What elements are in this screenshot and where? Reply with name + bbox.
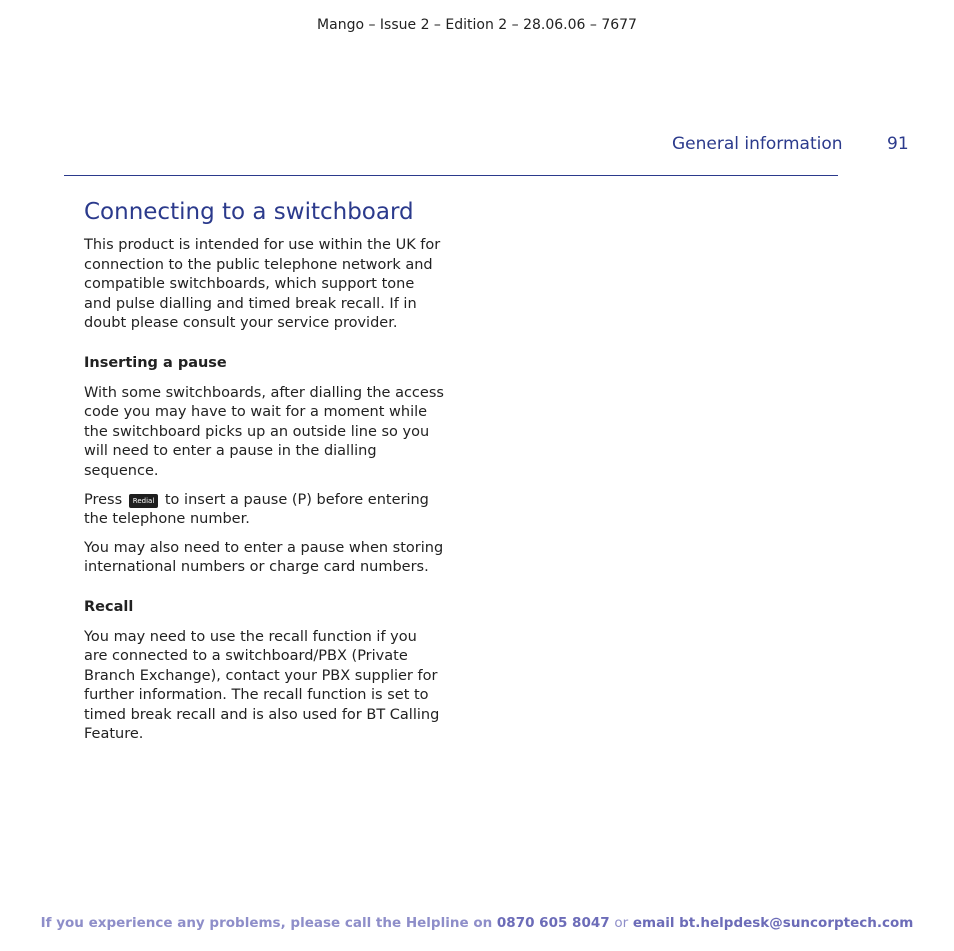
page-number: 91 (887, 134, 909, 154)
section-title: General information (672, 134, 843, 154)
intro-paragraph: This product is intended for use within the UK for connection to the public telephone network and compatible switchboards, which support tone and pulse dialling and timed break recall. If in doubt please consult your service provider. (84, 237, 441, 332)
recall-heading: Recall (84, 598, 134, 615)
footer-or: or (614, 915, 629, 931)
storing-pause-paragraph: You may also need to enter a pause when storing international numbers or charge card numbers. (84, 539, 444, 576)
pause-heading: Inserting a pause (84, 354, 227, 371)
helpline-footer (0, 915, 954, 931)
redial-key-icon: Redial (129, 494, 158, 508)
pause-paragraph: With some switchboards, after dialling the access code you may have to wait for a moment while the switchboard picks up an outside line so you will need to enter a pause in the dialling sequence. (84, 384, 444, 479)
main-content (84, 196, 444, 754)
press-redial-paragraph (84, 491, 444, 530)
press-text: Press (84, 491, 123, 508)
print-slug: Mango – Issue 2 – Edition 2 – 28.06.06 – 7677 (317, 17, 637, 33)
press-after-text: to insert a pause (P) before entering the telephone number. (84, 491, 429, 528)
helpline-phone: 0870 605 8047 (496, 915, 610, 931)
page-title: Connecting to a switchboard (84, 199, 414, 225)
recall-paragraph: You may need to use the recall function if you are connected to a switchboard/PBX (Private Branch Exchange), contact your PBX supplier for further information. The recall function is set to timed break recall and is also used for BT Calling Feature. (84, 628, 440, 743)
header-rule (64, 175, 838, 176)
helpdesk-email: email bt.helpdesk@suncorptech.com (632, 915, 914, 931)
footer-text: If you experience any problems, please call the Helpline on (40, 915, 493, 931)
